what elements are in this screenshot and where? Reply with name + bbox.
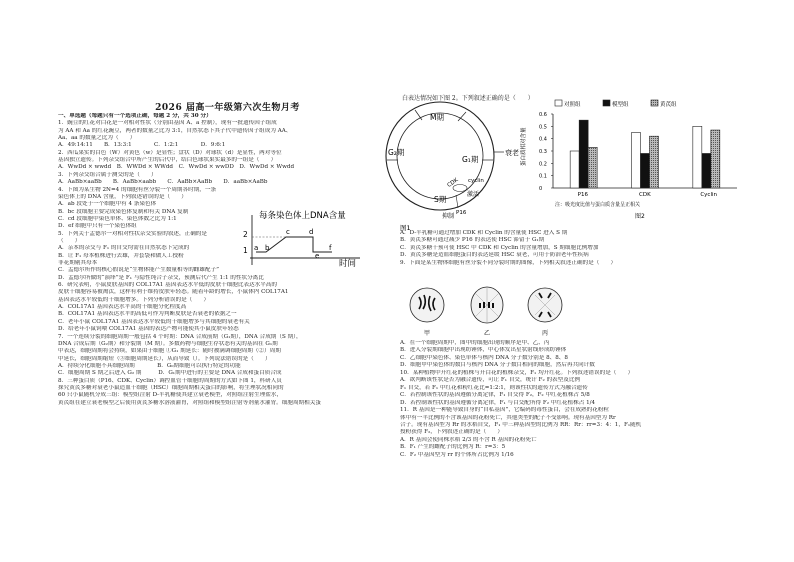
left-text-line: 基因独立遗传。下列杂交组合中所产生的后代中，结白色球状果实最多的一组是（ ） bbox=[58, 157, 277, 164]
right-text-line: A．D-半乳糖可通过增加 CDK 和 Cyclin 的含量使 HSC 进入 S 期 bbox=[400, 230, 568, 236]
label-jia: 甲 bbox=[424, 330, 431, 337]
point-b: b bbox=[265, 244, 270, 252]
right-text-line: 体中有一半比例的不含该基因的花粉死亡，其他类型的配子不受影响。现有基因型为 Rr bbox=[400, 414, 616, 421]
point-e: e bbox=[315, 252, 320, 260]
right-text-line: C．F₂ 中基因型为 rr 的个体所占比例为 1/16 bbox=[400, 451, 514, 458]
inhibit-label: 抑制 bbox=[442, 213, 455, 220]
category-label: P16 bbox=[577, 192, 588, 198]
senescence-label: 衰老 bbox=[505, 149, 519, 157]
chart-x-label: 时间 bbox=[339, 259, 357, 267]
right-text-line: C．乙细胞中染色体、染色单体与核内 DNA 分子数分别是 8、8、8 bbox=[400, 354, 568, 361]
y-tick-label: 0 bbox=[539, 186, 543, 192]
right-text-line: D．若控制该性状的基因遵循分离定律，F₁ 与白交配所得 F₂ 中红花植株占 1/4 bbox=[400, 399, 596, 406]
bar-cdk-s1 bbox=[641, 153, 650, 188]
right-text-line: 10．某种植物中开红花的植株与开白花的植株杂交，F₁ 均开红花。下列叙述错误的是（ ） bbox=[400, 369, 634, 376]
label-bing: 丙 bbox=[542, 330, 549, 337]
left-text-line: 非花期剔其母本 bbox=[58, 260, 98, 266]
bar-cdk-s0 bbox=[632, 133, 641, 189]
right-text-line: D．细胞甲中染色体的数目与核内 DNA 分子数目相同的细胞，然后再共同计数 bbox=[400, 362, 595, 369]
left-text-line: 60 只小鼠随机分成三组：模型组注射 D-半乳糖使其建立衰老模型，对照组注射生理盐水， bbox=[58, 392, 283, 399]
bar-cyclin-s1 bbox=[702, 153, 711, 188]
right-text-line: B．进入分裂期细胞中出现纺锤体，中心体发出星状射线形成纺锤体 bbox=[400, 347, 567, 354]
category-label: CDK bbox=[639, 192, 651, 198]
figure2-caption: 图2 bbox=[635, 213, 645, 220]
left-text-line: B．bc 段细胞主要完成染色体复制和有关 DNA 复制 bbox=[58, 208, 189, 215]
legend-swatch bbox=[603, 100, 610, 106]
label-yi: 乙 bbox=[484, 330, 491, 337]
left-text-line: 7．一个连续分裂的细胞周期一般包括 4 个时期：DNA 合成前期（G₁期），DNA 合成期（S 期）， bbox=[58, 333, 302, 340]
left-text-line: 8．三种蛋白质（P16、CDK、Cyclin）调控血管干细胞的周期的方式如下图 1，科研人员 bbox=[58, 377, 282, 384]
legend-label: 对照组 bbox=[564, 102, 581, 108]
legend-swatch bbox=[555, 100, 562, 106]
left-text-line: C．cd 段细胞中染色单体、染色体数之比为 1:1 bbox=[58, 215, 177, 222]
right-text-line: B．F₁ 产生的雌配子的比例为 R：r=3：5 bbox=[400, 444, 506, 451]
figure1-caption: 图1 bbox=[400, 224, 411, 232]
mitosis-cells-figure bbox=[405, 283, 570, 339]
left-text-line: 2．西瓜果实的白色（W）对黄色（w）是显性；盘状（D）对球状（d）是显性，两对等位 bbox=[58, 149, 282, 156]
left-text-line: 4．下图为某生物 2N=4 的细胞有丝分裂一个周期各时期，一条 bbox=[58, 186, 217, 193]
bar-p16-s1 bbox=[579, 120, 588, 188]
g2-phase-label: G₂期 bbox=[388, 148, 405, 157]
point-f: f bbox=[329, 244, 332, 252]
left-text-line: 6．研究表明，小鼠皮肤基因的 COL17A1 基因表达水平低的皮肤干细胞比表达水平高的 bbox=[58, 282, 278, 289]
right-text-line: 授粉获得 F₂，下列叙述正确的是（ ） bbox=[400, 429, 503, 436]
left-text-line: 3．下列杂交组合属于测交的是（ ） bbox=[58, 171, 157, 178]
point-c: c bbox=[286, 228, 290, 236]
cell-cycle-diagram bbox=[370, 100, 520, 235]
point-d: d bbox=[309, 228, 314, 236]
p16-label: P16 bbox=[456, 210, 467, 216]
left-text-line: A．49:14:11 B．13:3:1 C．1:2:1 D．9:6:1 bbox=[58, 142, 226, 149]
y-tick-label: 0.3 bbox=[539, 149, 547, 155]
y-axis-label: 蛋白质相对含量 bbox=[521, 127, 527, 166]
cyclin-label: cyclin bbox=[468, 178, 484, 184]
left-text-line: D．孟德尔所做的“演绎”是 F₁ 与隐性纯合子杂交，预测后代产生 1:1 的性状分离比 bbox=[58, 274, 264, 281]
cell-bing bbox=[528, 288, 562, 322]
left-text-line: 皮肤干细胞容易被淘汰，这样有利于维持皮肤年轻态。随着年龄的增长，小鼠体内 COL17A1 bbox=[58, 289, 289, 296]
left-text-line: B．COL17A1 基因表达水平的高低可作为判断皮肤是否衰老的依据之一 bbox=[58, 311, 237, 318]
right-text-line: C．若控制该性状的基因遵循分离定律，F₁ 自交得 F₂，F₂ 中红花植株占 5/8 bbox=[400, 392, 590, 399]
left-text-line: A．持续分化细胞不具细胞周期 B．G₀期细胞可以执行特定的功能 bbox=[58, 362, 241, 369]
right-text-line: D．黄芪多糖是造血细胞蛋白的表达延缓 HSC 衰老，可用于防治老年性疾病 bbox=[400, 252, 589, 259]
m-phase-label: M期 bbox=[430, 113, 444, 122]
left-text-line: C．孟德尔所作的核心假说是“生物体能产生数量相等的雌雄配子” bbox=[58, 267, 220, 274]
category-label: Cyclin bbox=[700, 192, 718, 198]
legend-label: 黄芪组 bbox=[660, 102, 677, 108]
left-text-line: （ ） bbox=[58, 237, 81, 244]
exam-title: 2026 届高一年级第六次生物月考 bbox=[155, 103, 300, 113]
y-tick-label: 0.1 bbox=[539, 173, 547, 180]
right-text-line: A．R 基因会使同株水稻 2/3 的不含 R 基因的花粉死亡 bbox=[400, 436, 537, 443]
bar-cdk-s2 bbox=[650, 136, 659, 188]
right-text-line: C．黄芪多糖干预可使 HSC 中 CDK 和 Cyclin 的含量增加，S 期细胞比例增加 bbox=[400, 244, 599, 251]
left-text-line: 5．下列关于孟德尔一对相对性状杂交实验的叙述，正确的是 bbox=[58, 230, 207, 237]
left-text-line: 中表达，细胞周期将会持续，如果由于细胞 ①G₁ 期延长：随时被满调细胞周期（②）周期 bbox=[58, 348, 281, 355]
bar-cyclin-s2 bbox=[711, 130, 720, 188]
left-text-line: D．ef 细胞中只有一个染色体组 bbox=[58, 223, 137, 230]
chart-axis-label: 每条染色体上DNA含量 bbox=[259, 211, 346, 221]
g1-phase-label: G₁期 bbox=[462, 155, 479, 164]
y-tick-label: 0.2 bbox=[539, 161, 547, 168]
right-text-line: 9．下面是某生物体细胞有丝分裂不同分裂时期的图像，下列相关叙述正确的是（ ） bbox=[400, 259, 617, 266]
left-text-line: D．给老年小鼠饲喂 COL17A1 基因的表达产物可能使其小鼠皮肤年轻态 bbox=[58, 326, 239, 333]
left-text-line: C．老年小鼠 COL17A1 基因表达水平较低的干细胞增多与其细胞的衰老有关 bbox=[58, 318, 250, 325]
right-text-line: 合子。现有基因型为 Rr 的水稻自交，F₁ 中三种基因型的比例为 RR：Rr：rr=3：4：1，F₁随机 bbox=[400, 421, 642, 428]
left-text-line: DNA 合成后期（G₂期）和分裂期（M 期）。多数药物与细胞生存状态有关的基因在 G₁期 bbox=[58, 340, 278, 347]
cdk-label: CDK bbox=[446, 177, 460, 189]
right-text-line: A．欲判断该性状是否为融合遗传，可让 F₁ 自交，统计 F₂ 的表型及比例 bbox=[400, 377, 581, 384]
left-text-line: A．亲本的杂交与 F₁ 的自交均需在自然状态下完成的 bbox=[58, 245, 190, 252]
left-text-line: 基因表达水平较低的干细胞增多。下列分析错误的是（ ） bbox=[58, 296, 210, 303]
right-top-line: 白表达情况如下图 2。下列叙述正确的是（ ） bbox=[402, 95, 534, 102]
left-text-line: 一、单选题（每题只有一个选项正确，每题 2 分，共 30 分） bbox=[58, 113, 212, 119]
left-text-line: 1．豌豆的红花对白花是一对相对性状（分别由基因 A、a 控制），现有一批遗传因子组成 bbox=[58, 120, 277, 127]
left-text-line: 黄芪组在建立衰老模型之后使用黄芪多糖水溶液灌胃，对照组和模型组注射等剂量水灌胃。细胞周期相关蛋 bbox=[58, 399, 321, 406]
chart-note: 注：吸光度比值与蛋白质含量呈正相关 bbox=[555, 202, 641, 208]
y-tick-label: 0.4 bbox=[539, 136, 547, 143]
left-text-line: 染色体上的 DNA 含量，下列叙述错误的是（ ） bbox=[58, 193, 187, 200]
left-text-line: 中延长，细胞周期缩短（③细胞周期延长），从而导致（）。下列说法错误的是（ ） bbox=[58, 355, 271, 362]
left-text-line: A．WwDd × wwdd B．WWDd × WWdd C．WwDd × wwDD D．WwDd × Wwdd bbox=[58, 164, 295, 171]
left-text-line: 为 AA 和 Aa 的红花豌豆，两者的数量之比为 3:1，自然状态下其子代中遗传因子组成为 AA、 bbox=[58, 127, 292, 134]
legend-swatch bbox=[651, 100, 658, 106]
left-text-line: C．细胞周期 S 期之后进入 G₂ 期 D．G₁期中进行的主要是 DNA 合成和蛋白质合成 bbox=[58, 370, 282, 377]
protein-bar-chart bbox=[515, 96, 740, 228]
left-text-line: A．COL17A1 基因表达水平高的干细胞分化程度高 bbox=[58, 304, 187, 311]
tick-2: 2 bbox=[243, 230, 248, 239]
s-phase-label: S期 bbox=[434, 195, 447, 204]
bar-p16-s2 bbox=[588, 147, 597, 188]
legend-label: 模型组 bbox=[612, 102, 629, 108]
right-text-line: A．在一个细胞周期中，图中的细胞出现的顺序是甲、乙、丙 bbox=[400, 340, 550, 346]
left-text-line: A．AaBb×aaBb B．AaBb×aabb C．AaBb×AaBb D．aaBb×AaBb bbox=[58, 179, 268, 186]
tick-1: 1 bbox=[243, 246, 248, 255]
activate-label: 激活 bbox=[467, 191, 480, 198]
y-tick-label: 0.5 bbox=[539, 124, 547, 131]
left-text-line: 探究黄芪多糖对衰老小鼠造血干细胞（HSC）细胞周期相关蛋白的影响，将生理状况相同的 bbox=[58, 384, 284, 391]
left-text-line: B．让 F₁ 母本植株进行去雄，并套袋和做人工授粉 bbox=[58, 252, 184, 259]
cell-jia bbox=[410, 288, 444, 322]
left-text-line: A．ab 段处于一个细胞中有 4 条染色体 bbox=[58, 201, 157, 208]
cell-yi bbox=[471, 287, 503, 323]
left-text-line: Aa、aa 的数量之比为（ ） bbox=[58, 135, 136, 142]
bar-p16-s0 bbox=[570, 151, 579, 188]
right-text-line: F₁ 自交，若 F₁ 中红花和粉红花比=1:2:1，则该性状的遗传方式为融合遗传 bbox=[400, 384, 588, 391]
bar-cyclin-s0 bbox=[693, 126, 702, 188]
point-a: a bbox=[254, 244, 259, 252]
y-tick-label: 0.6 bbox=[539, 112, 547, 118]
right-text-line: 11．R 基因是一种能导致自身的“自私基因”，它编码的毒性蛋白，会在成熟的花粉粒 bbox=[400, 407, 610, 414]
right-text-line: B．黄芪多糖可通过减少 P16 的表达使 HSC 滞留于 G₁期 bbox=[400, 237, 545, 244]
